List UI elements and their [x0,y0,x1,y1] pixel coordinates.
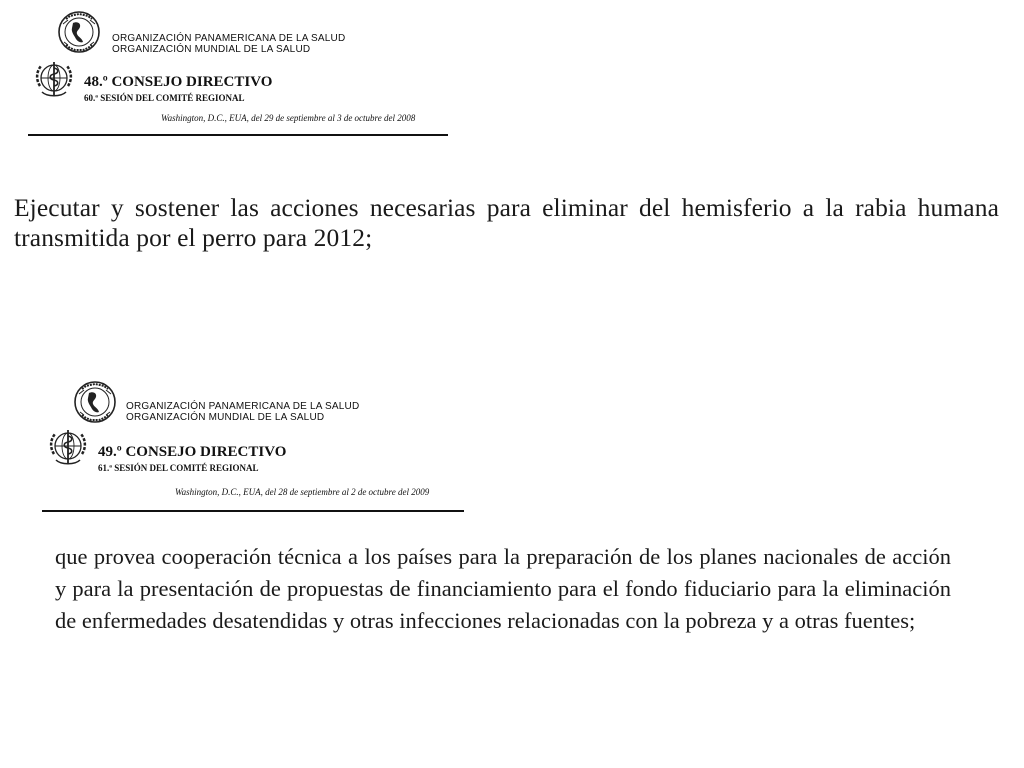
who-emblem-icon [46,424,90,470]
org-name-who: ORGANIZACIÓN MUNDIAL DE LA SALUD [112,44,311,55]
org-name-paho: ORGANIZACIÓN PANAMERICANA DE LA SALUD [126,401,360,412]
session-label: 61.ª SESIÓN DEL COMITÉ REGIONAL [98,463,259,473]
paho-emblem-icon [72,380,118,424]
org-name-who: ORGANIZACIÓN MUNDIAL DE LA SALUD [126,412,325,423]
who-emblem-icon [32,56,76,102]
organization-names [126,401,359,423]
resolution-excerpt-2009: que provea cooperación técnica a los países para la preparación de los planes nacionales de acción y para la presentación de propuestas de financiamiento para el fondo fiduciario para la eliminación de enfermedades desatendidas y otras infecciones relacionadas con la pobreza y a otras fuentes; [55,544,951,633]
resolution-excerpt-2008: Ejecutar y sostener las acciones necesarias para eliminar del hemisferio a la rabia humana transmitida por el perro para 2012; [14,193,999,252]
council-header-2009 [42,380,464,514]
place-date: Washington, D.C., EUA, del 29 de septiembre al 3 de octubre del 2008 [161,113,416,123]
council-title: 48.º CONSEJO DIRECTIVO [84,74,273,90]
session-label: 60.ª SESIÓN DEL COMITÉ REGIONAL [84,93,245,103]
org-name-paho: ORGANIZACIÓN PANAMERICANA DE LA SALUD [112,33,346,44]
header-divider [42,510,464,512]
council-header-2008 [28,10,448,138]
organization-names [112,33,345,55]
paho-emblem-icon [56,10,102,54]
place-date: Washington, D.C., EUA, del 28 de septiembre al 2 de octubre del 2009 [175,487,430,497]
council-title: 49.º CONSEJO DIRECTIVO [98,444,287,460]
header-divider [28,134,448,136]
